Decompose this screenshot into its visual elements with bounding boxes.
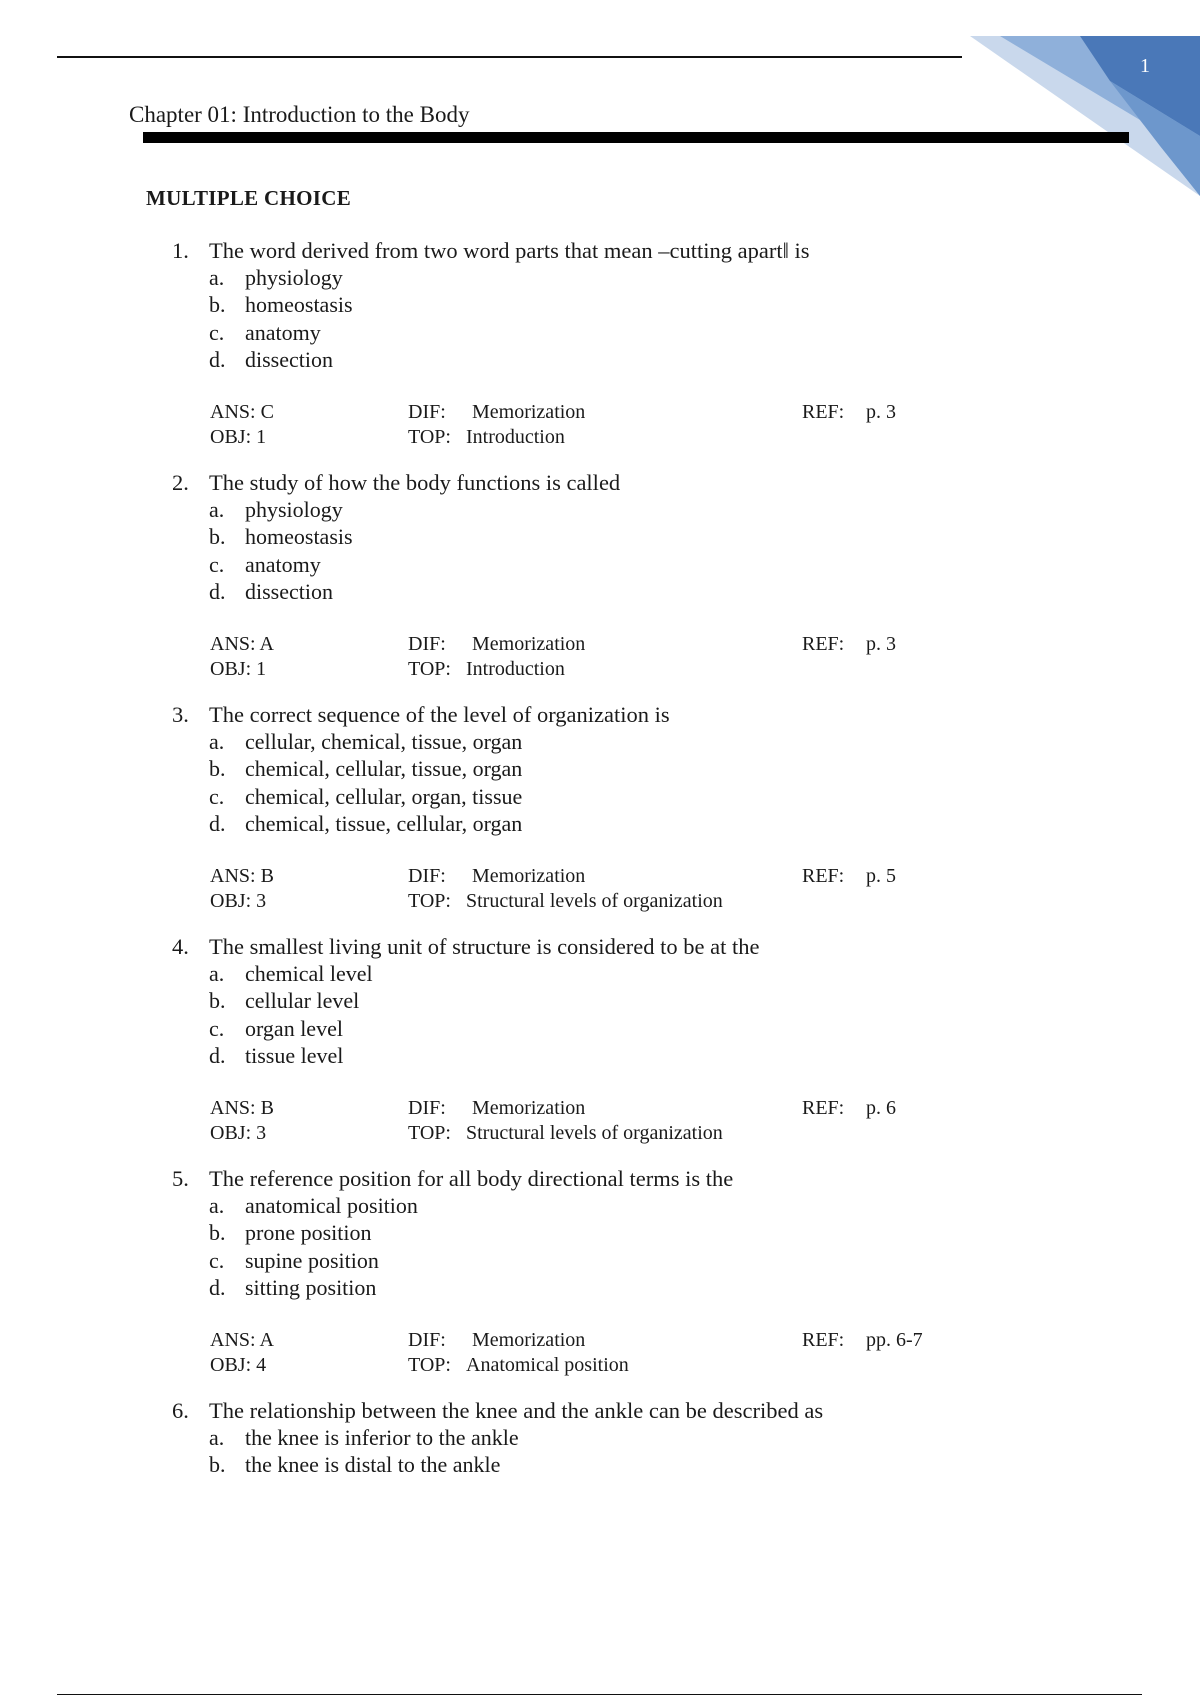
answer-option	[172, 783, 1072, 810]
answer-option	[172, 728, 1072, 755]
answer-option	[172, 1015, 1072, 1042]
page-reference-label: REF:	[802, 864, 845, 887]
option-letter: a.	[209, 1193, 225, 1218]
answer-key	[210, 1328, 274, 1353]
question-item	[172, 469, 1072, 701]
page-reference-label: REF:	[802, 1096, 845, 1119]
answer-option	[172, 1219, 1072, 1246]
topic-label: TOP:	[408, 1121, 451, 1144]
corner-decoration	[960, 36, 1200, 206]
page-reference-label: REF:	[802, 400, 845, 423]
option-text: the knee is inferior to the ankle	[245, 1425, 519, 1450]
option-text: supine position	[245, 1247, 379, 1273]
page-reference	[802, 400, 896, 425]
difficulty-value: Memorization	[472, 864, 586, 887]
difficulty	[408, 864, 585, 889]
objective-value: 1	[256, 657, 267, 680]
objective-value: 4	[256, 1353, 267, 1376]
answer-option	[172, 291, 1072, 318]
answer-key-value: B	[260, 864, 274, 887]
topic	[408, 425, 565, 450]
objective-label: OBJ:	[210, 889, 252, 912]
question-item	[172, 701, 1072, 933]
answer-key-value: C	[260, 400, 274, 423]
answer-key	[210, 1096, 274, 1121]
objective	[210, 1121, 266, 1146]
option-letter: d.	[209, 1043, 226, 1069]
option-text: anatomy	[245, 551, 321, 577]
answer-option	[172, 551, 1072, 578]
option-text: prone position	[245, 1220, 372, 1246]
answer-option	[172, 1042, 1072, 1069]
answer-option	[172, 960, 1072, 987]
answer-option	[172, 1274, 1072, 1301]
answer-option	[172, 810, 1072, 837]
page-reference-value: p. 3	[866, 400, 896, 423]
topic-label: TOP:	[408, 889, 451, 912]
answer-key-value: A	[259, 632, 274, 655]
page-number: 1	[1140, 55, 1150, 77]
option-letter: a.	[209, 1425, 225, 1450]
option-text: chemical, cellular, tissue, organ	[245, 756, 523, 782]
answer-key-label: ANS:	[210, 400, 256, 423]
option-letter: b.	[209, 1220, 226, 1246]
question-text: The relationship between the knee and the ankle can be described as	[209, 1398, 824, 1423]
option-letter: c.	[209, 1247, 225, 1273]
option-text: homeostasis	[245, 292, 353, 318]
answer-option	[172, 264, 1072, 291]
topic-label: TOP:	[408, 657, 451, 680]
page-reference-value: p. 5	[866, 864, 896, 887]
option-letter: a.	[209, 265, 225, 290]
option-letter: c.	[209, 783, 225, 809]
topic	[408, 657, 565, 682]
objective-label: OBJ:	[210, 1353, 252, 1376]
answer-key	[210, 632, 274, 657]
objective	[210, 1353, 266, 1378]
question-list	[172, 237, 1072, 1629]
question-number: 6.	[172, 1398, 189, 1423]
objective-label: OBJ:	[210, 1121, 252, 1144]
objective-value: 1	[256, 425, 267, 448]
page-reference-label: REF:	[802, 632, 845, 655]
option-letter: b.	[209, 524, 226, 550]
answer-option	[172, 1451, 1072, 1478]
answer-key	[210, 400, 274, 425]
option-letter: d.	[209, 347, 226, 373]
objective	[210, 425, 266, 450]
answer-option	[172, 987, 1072, 1014]
difficulty-value: Memorization	[472, 1096, 586, 1119]
answer-option	[172, 496, 1072, 523]
topic	[408, 889, 723, 914]
option-letter: a.	[209, 729, 225, 754]
answer-option	[172, 319, 1072, 346]
option-text: chemical level	[245, 961, 373, 986]
answer-option	[172, 1192, 1072, 1219]
question-number: 2.	[172, 470, 189, 495]
page-reference	[802, 1328, 923, 1353]
option-text: dissection	[245, 579, 333, 605]
option-text: tissue level	[245, 1043, 344, 1069]
topic-value: Structural levels of organization	[466, 889, 723, 912]
option-letter: d.	[209, 1275, 226, 1301]
answer-key-value: B	[260, 1096, 274, 1119]
option-letter: c.	[209, 551, 225, 577]
question-number: 3.	[172, 702, 189, 727]
difficulty-label: DIF:	[408, 864, 446, 887]
page-reference	[802, 1096, 896, 1121]
question-item	[172, 1397, 1072, 1629]
option-letter: c.	[209, 1015, 225, 1041]
difficulty-label: DIF:	[408, 400, 446, 423]
page-reference-label: REF:	[802, 1328, 845, 1351]
option-text: organ level	[245, 1015, 343, 1041]
answer-key-label: ANS:	[210, 1328, 256, 1351]
objective-label: OBJ:	[210, 425, 252, 448]
option-letter: b.	[209, 756, 226, 782]
topic-value: Introduction	[466, 657, 565, 680]
difficulty-value: Memorization	[472, 632, 586, 655]
question-stem	[172, 933, 1072, 960]
answer-option	[172, 755, 1072, 782]
topic-label: TOP:	[408, 1353, 451, 1376]
question-stem	[172, 1397, 1072, 1424]
option-letter: d.	[209, 579, 226, 605]
question-text: The reference position for all body directional terms is the	[209, 1166, 734, 1191]
title-underline-bar	[143, 132, 1129, 143]
difficulty-label: DIF:	[408, 1328, 446, 1351]
answer-option	[172, 1247, 1072, 1274]
answer-key-value: A	[259, 1328, 274, 1351]
option-letter: b.	[209, 1452, 226, 1478]
topic-value: Anatomical position	[466, 1353, 629, 1376]
option-text: anatomical position	[245, 1193, 418, 1218]
option-text: homeostasis	[245, 524, 353, 550]
question-stem	[172, 469, 1072, 496]
question-stem	[172, 237, 1072, 264]
question-text: The correct sequence of the level of organization is	[209, 702, 670, 727]
question-text: The study of how the body functions is called	[209, 470, 621, 495]
question-item	[172, 933, 1072, 1165]
option-text: sitting position	[245, 1275, 377, 1301]
answer-key-label: ANS:	[210, 1096, 256, 1119]
option-text: cellular level	[245, 988, 360, 1014]
page-reference	[802, 864, 896, 889]
difficulty	[408, 632, 585, 657]
option-text: chemical, tissue, cellular, organ	[245, 811, 523, 837]
question-text: The word derived from two word parts that mean –cutting apart‖ is	[209, 238, 810, 263]
chapter-title: Chapter 01: Introduction to the Body	[129, 102, 470, 127]
answer-metadata	[172, 400, 1072, 452]
question-item	[172, 237, 1072, 469]
difficulty-value: Memorization	[472, 1328, 586, 1351]
answer-metadata	[172, 1328, 1072, 1380]
question-stem	[172, 701, 1072, 728]
page-reference-value: pp. 6-7	[866, 1328, 923, 1351]
question-number: 4.	[172, 934, 189, 959]
option-letter: b.	[209, 292, 226, 318]
answer-option	[172, 346, 1072, 373]
option-letter: a.	[209, 497, 225, 522]
section-heading: MULTIPLE CHOICE	[146, 186, 352, 210]
objective	[210, 657, 266, 682]
option-letter: c.	[209, 319, 225, 345]
option-letter: b.	[209, 988, 226, 1014]
question-number: 5.	[172, 1166, 189, 1191]
answer-option	[172, 523, 1072, 550]
option-text: physiology	[245, 497, 343, 522]
topic-value: Structural levels of organization	[466, 1121, 723, 1144]
difficulty	[408, 1328, 585, 1353]
difficulty-label: DIF:	[408, 632, 446, 655]
objective-label: OBJ:	[210, 657, 252, 680]
option-letter: d.	[209, 811, 226, 837]
topic	[408, 1353, 629, 1378]
question-item	[172, 1165, 1072, 1397]
question-text: The smallest living unit of structure is considered to be at the	[209, 934, 760, 959]
difficulty	[408, 400, 585, 425]
answer-metadata	[172, 864, 1072, 916]
answer-key-label: ANS:	[210, 864, 256, 887]
objective	[210, 889, 266, 914]
option-text: cellular, chemical, tissue, organ	[245, 729, 523, 754]
answer-key	[210, 864, 274, 889]
answer-option	[172, 578, 1072, 605]
question-stem	[172, 1165, 1072, 1192]
option-letter: a.	[209, 961, 225, 986]
difficulty	[408, 1096, 585, 1121]
answer-key-label: ANS:	[210, 632, 256, 655]
difficulty-label: DIF:	[408, 1096, 446, 1119]
difficulty-value: Memorization	[472, 400, 586, 423]
option-text: dissection	[245, 347, 333, 373]
header-rule	[57, 56, 962, 58]
topic-value: Introduction	[466, 425, 565, 448]
footer-rule	[57, 1694, 1142, 1695]
page-reference-value: p. 6	[866, 1096, 896, 1119]
page-reference	[802, 632, 896, 657]
option-text: chemical, cellular, organ, tissue	[245, 783, 523, 809]
option-text: the knee is distal to the ankle	[245, 1452, 501, 1478]
answer-metadata	[172, 632, 1072, 684]
topic	[408, 1121, 723, 1146]
option-text: anatomy	[245, 319, 321, 345]
page-reference-value: p. 3	[866, 632, 896, 655]
answer-metadata	[172, 1096, 1072, 1148]
question-number: 1.	[172, 238, 189, 263]
objective-value: 3	[256, 889, 267, 912]
objective-value: 3	[256, 1121, 267, 1144]
topic-label: TOP:	[408, 425, 451, 448]
option-text: physiology	[245, 265, 343, 290]
answer-option	[172, 1424, 1072, 1451]
